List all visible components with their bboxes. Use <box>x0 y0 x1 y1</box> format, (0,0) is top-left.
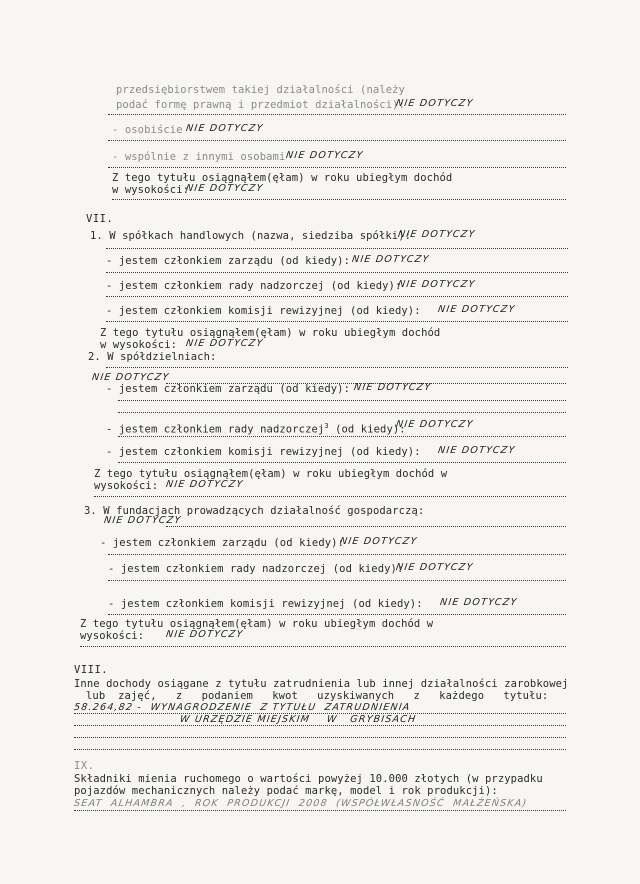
handwritten-answer: NIE DOTYCZY <box>185 338 265 349</box>
handwritten-answer: NIE DOTYCZY <box>103 515 183 526</box>
text-line: wysokości: <box>94 480 159 492</box>
text-line: Z tego tytułu osiągnąłem(ęłam) w roku ubiegłym dochód <box>100 327 441 339</box>
dotted-line <box>108 612 566 615</box>
section-number: VII. <box>86 213 114 225</box>
handwritten-answer: NIE DOTYCZY <box>397 279 477 290</box>
text-line: Z tego tytułu osiągnąłem(ęłam) w roku ubiegłym dochód w <box>80 618 434 630</box>
dotted-line <box>108 138 566 141</box>
section-number: VIII. <box>74 664 109 676</box>
dotted-line <box>106 246 568 249</box>
handwritten-answer: NIE DOTYCZY <box>353 382 433 393</box>
dotted-line <box>166 524 566 527</box>
text-line: - jestem członkiem rady nadzorczej (od kiedy): <box>106 280 402 292</box>
handwritten-answer: NIE DOTYCZY <box>339 536 419 547</box>
text-line: w wysokości: <box>100 339 178 351</box>
dotted-line <box>74 747 566 750</box>
handwritten-answer: NIE DOTYCZY <box>165 479 245 490</box>
handwritten-answer: NIE DOTYCZY <box>285 150 365 161</box>
text-line: pojazdów mechanicznych należy podać markę, model i rok produkcji): <box>74 785 498 797</box>
dotted-line <box>94 494 566 497</box>
handwritten-answer: W URZĘDZIE MIEJSKIM W GRYBISACH <box>179 714 418 725</box>
text-line: 1. W spółkach handlowych (nazwa, siedziba spółki): <box>90 230 412 242</box>
dotted-line <box>118 460 566 463</box>
text-line: Inne dochody osiągane z tytułu zatrudnienia lub innej działalności zarobkowej <box>74 678 569 690</box>
text-line: - jestem członkiem komisji rewizyjnej (od kiedy): <box>106 446 421 458</box>
handwritten-answer: NIE DOTYCZY <box>185 183 265 194</box>
text-line: - jestem członkiem rady nadzorczej (od kiedy): <box>108 563 404 575</box>
handwritten-answer: NIE DOTYCZY <box>395 419 475 430</box>
dotted-line <box>112 197 566 200</box>
text-line: - jestem członkiem zarządu (od kiedy): <box>106 383 351 395</box>
text-line: - jestem członkiem zarządu (od kiedy): <box>106 255 351 267</box>
handwritten-answer: NIE DOTYCZY <box>439 597 519 608</box>
handwritten-answer: 58.264,82 - WYNAGRODZENIE Z TYTUŁU ZATRUDNIENIA <box>73 702 412 713</box>
handwritten-answer: NIE DOTYCZY <box>437 304 517 315</box>
text-line: 2. W spółdzielniach: <box>88 351 217 363</box>
dotted-line <box>118 398 566 401</box>
text-line: 3. W fundacjach prowadzących działalność gospodarczą: <box>84 505 425 517</box>
text-line: - osobiście <box>112 124 183 136</box>
dotted-line <box>74 808 566 811</box>
footnote-ref: 3 <box>324 422 329 430</box>
dotted-line <box>108 578 566 581</box>
dotted-line <box>106 365 568 368</box>
text-line: Składniki mienia ruchomego o wartości powyżej 10.000 złotych (w przypadku <box>74 773 543 785</box>
text-line: - wspólnie z innymi osobami <box>112 151 286 163</box>
dotted-line <box>108 552 566 555</box>
dotted-line <box>74 723 566 726</box>
dotted-line <box>108 165 566 168</box>
handwritten-answer: NIE DOTYCZY <box>395 98 475 109</box>
dotted-line <box>74 735 566 738</box>
text-line: przedsiębiorstwem takiej działalności (należy <box>116 84 405 96</box>
text-line: wysokości: <box>80 630 145 642</box>
text-line: - jestem członkiem komisji rewizyjnej (od kiedy): <box>106 305 421 317</box>
handwritten-answer: SEAT ALHAMBRA , ROK PRODUKCJI 2008 (WSPÓŁWŁASNOŚĆ MAŁŻEŃSKA) <box>73 798 529 809</box>
text-line: - jestem członkiem komisji rewizyjnej (od kiedy): <box>108 598 423 610</box>
dotted-line <box>118 410 566 413</box>
section-number: IX. <box>74 760 95 772</box>
handwritten-answer: NIE DOTYCZY <box>437 445 517 456</box>
text-line: podać formę prawną i przedmiot działalności): <box>116 99 405 111</box>
handwritten-answer: NIE DOTYCZY <box>91 372 171 383</box>
text-line-part: - jestem członkiem rady nadzorczej <box>106 423 325 436</box>
text-line: lub zajęć, z podaniem kwot uzyskiwanych z każdego tytułu: <box>86 690 549 702</box>
text-line: Z tego tytułu osiągnąłem(ęłam) w roku ubiegłym dochód w <box>94 468 448 480</box>
dotted-line <box>106 319 568 322</box>
dotted-line <box>108 112 566 115</box>
text-line: - jestem członkiem zarządu (od kiedy): <box>100 537 345 549</box>
handwritten-answer: NIE DOTYCZY <box>165 629 245 640</box>
dotted-line <box>118 434 566 437</box>
dotted-line <box>80 644 566 647</box>
handwritten-answer: NIE DOTYCZY <box>351 254 431 265</box>
handwritten-answer: NIE DOTYCZY <box>185 123 265 134</box>
dotted-line <box>106 270 568 273</box>
handwritten-answer: NIE DOTYCZY <box>397 229 477 240</box>
text-line-part: (od kiedy): <box>328 423 406 436</box>
text-line: w wysokości: <box>112 184 190 196</box>
dotted-line <box>106 294 568 297</box>
text-line: Z tego tytułu osiągnąłem(ęłam) w roku ubiegłym dochód <box>112 172 453 184</box>
handwritten-answer: NIE DOTYCZY <box>395 562 475 573</box>
